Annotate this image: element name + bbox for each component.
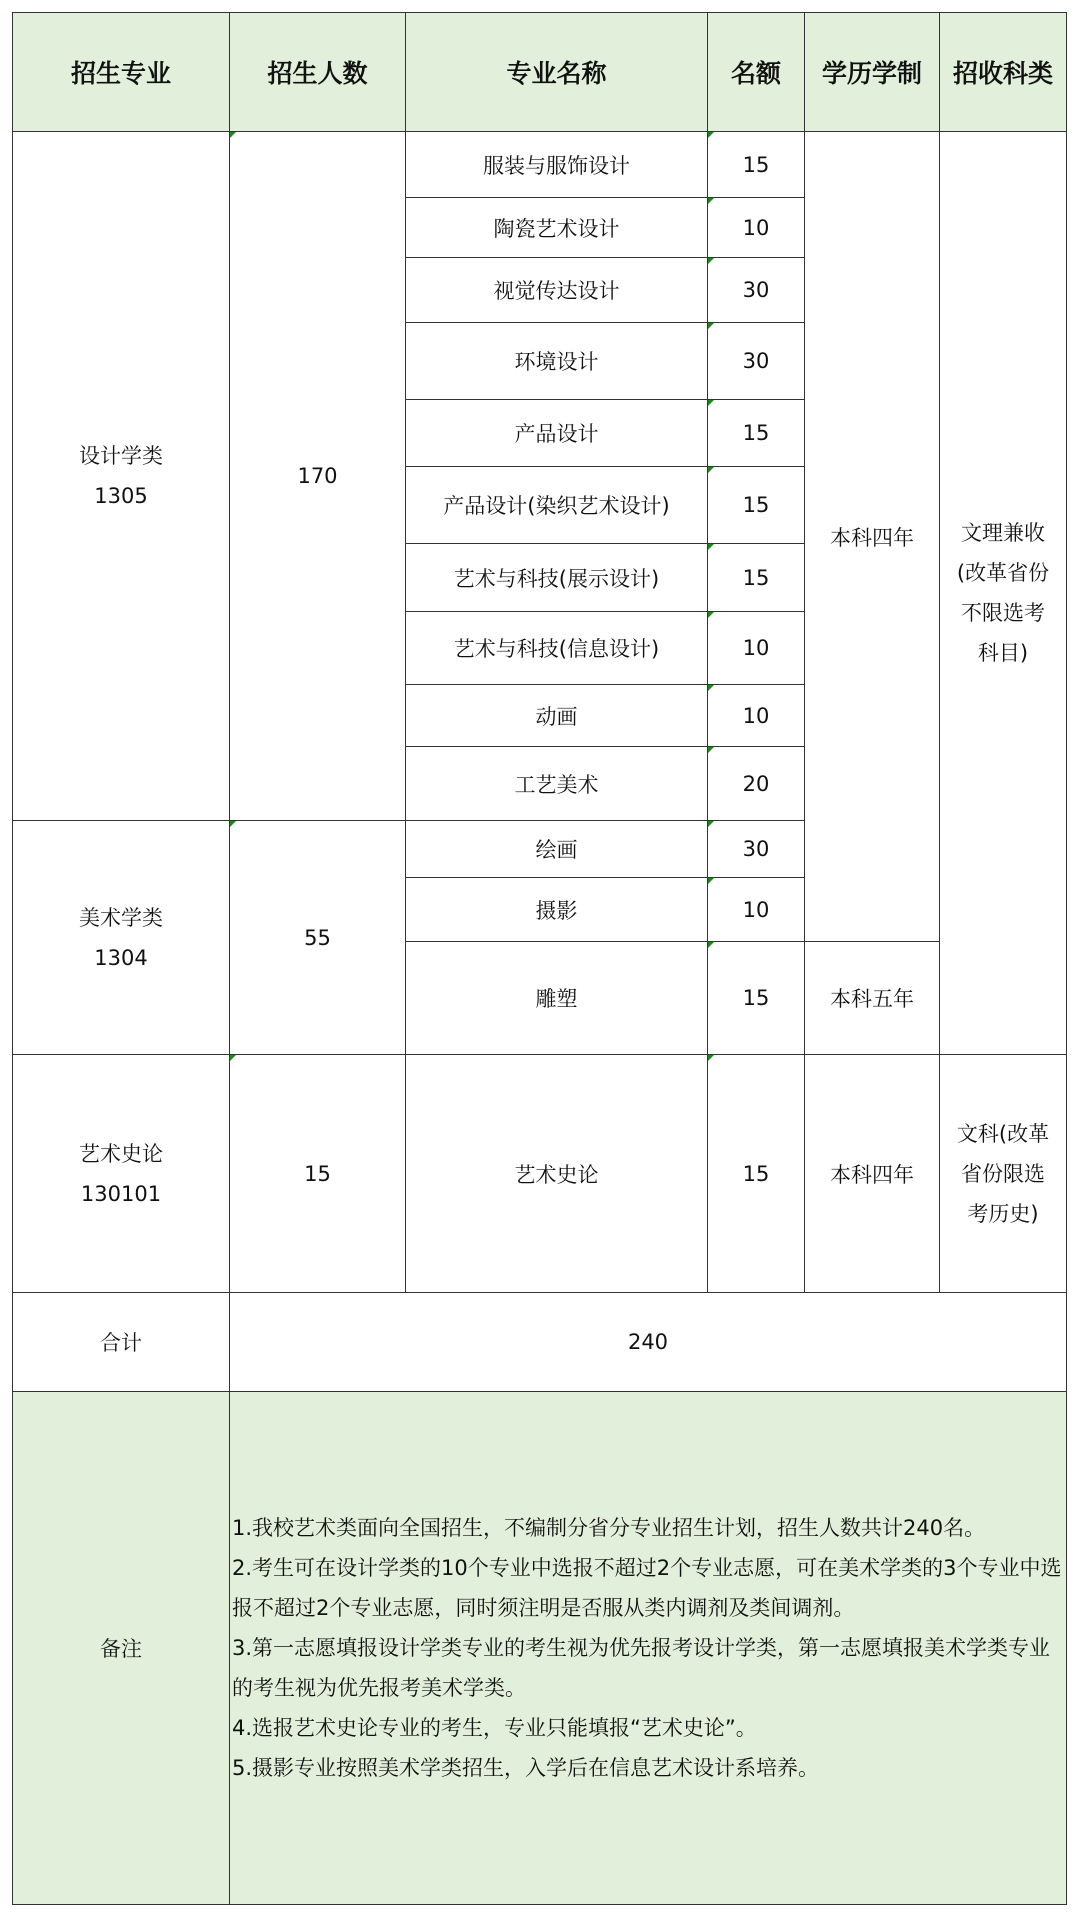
major-quota: 10 <box>708 878 805 942</box>
group-count: 170 <box>230 132 406 821</box>
major-quota: 30 <box>708 323 805 400</box>
total-label: 合计 <box>13 1293 230 1392</box>
major-name: 艺术史论 <box>406 1055 708 1293</box>
notes-row <box>13 1392 1067 1905</box>
major-quota: 20 <box>708 747 805 821</box>
major-name: 动画 <box>406 685 708 747</box>
major-name: 产品设计 <box>406 400 708 467</box>
major-name: 产品设计(染织艺术设计) <box>406 467 708 544</box>
education-length: 本科五年 <box>805 942 940 1055</box>
major-quota: 10 <box>708 685 805 747</box>
education-length: 本科四年 <box>805 1055 940 1293</box>
total-value: 240 <box>230 1293 1067 1392</box>
note-item: 1.我校艺术类面向全国招生，不编制分省分专业招生计划，招生人数共计240名。 <box>232 1516 986 1540</box>
major-quota: 15 <box>708 1055 805 1293</box>
header-category: 招生专业 <box>13 13 230 132</box>
major-quota: 15 <box>708 544 805 612</box>
major-name: 艺术与科技(展示设计) <box>406 544 708 612</box>
major-quota: 10 <box>708 612 805 685</box>
group-code: 1304 <box>94 945 148 970</box>
major-quota: 30 <box>708 258 805 323</box>
note-item: 4.选报艺术史论专业的考生，专业只能填报“艺术史论”。 <box>232 1716 757 1740</box>
major-name: 艺术与科技(信息设计) <box>406 612 708 685</box>
total-row <box>13 1293 1067 1392</box>
group-code: 130101 <box>80 1181 162 1206</box>
major-quota: 30 <box>708 821 805 878</box>
major-name: 绘画 <box>406 821 708 878</box>
major-quota: 10 <box>708 198 805 258</box>
table-row <box>13 1055 1067 1293</box>
major-name: 视觉传达设计 <box>406 258 708 323</box>
enrollment-table <box>12 12 1067 1905</box>
major-name: 工艺美术 <box>406 747 708 821</box>
education-length: 本科四年 <box>805 132 940 942</box>
group-name: 设计学类 <box>79 444 163 468</box>
group-count: 55 <box>230 821 406 1055</box>
major-name: 环境设计 <box>406 323 708 400</box>
major-quota: 15 <box>708 467 805 544</box>
subjects-cell: 文科(改革 省份限选 考历史) <box>940 1055 1067 1293</box>
notes-content <box>230 1392 1067 1905</box>
header-subjects: 招收科类 <box>940 13 1067 132</box>
group-name: 艺术史论 <box>79 1141 163 1166</box>
note-item: 3.第一志愿填报设计学类专业的考生视为优先报考设计学类，第一志愿填报美术学类专业的考生视为优先报考美术学类。 <box>232 1636 1051 1700</box>
major-name: 陶瓷艺术设计 <box>406 198 708 258</box>
notes-label: 备注 <box>13 1392 230 1905</box>
header-count: 招生人数 <box>230 13 406 132</box>
major-name: 服装与服饰设计 <box>406 132 708 198</box>
major-name: 摄影 <box>406 878 708 942</box>
group-design <box>13 132 230 821</box>
header-major: 专业名称 <box>406 13 708 132</box>
header-row <box>13 13 1067 132</box>
group-code: 1305 <box>94 484 148 508</box>
header-quota: 名额 <box>708 13 805 132</box>
note-item: 5.摄影专业按照美术学类招生，入学后在信息艺术设计系培养。 <box>232 1756 820 1780</box>
group-name: 美术学类 <box>79 905 163 930</box>
header-education: 学历学制 <box>805 13 940 132</box>
subjects-cell: 文理兼收 (改革省份 不限选考 科目) <box>940 132 1067 1055</box>
major-quota: 15 <box>708 400 805 467</box>
major-quota: 15 <box>708 942 805 1055</box>
major-name: 雕塑 <box>406 942 708 1055</box>
group-fine-arts <box>13 821 230 1055</box>
group-count: 15 <box>230 1055 406 1293</box>
group-art-history <box>13 1055 230 1293</box>
major-quota: 15 <box>708 132 805 198</box>
note-item: 2.考生可在设计学类的10个专业中选报不超过2个专业志愿，可在美术学类的3个专业中选报不超过2个专业志愿，同时须注明是否服从类内调剂及类间调剂。 <box>232 1556 1062 1620</box>
table-row <box>13 132 1067 198</box>
